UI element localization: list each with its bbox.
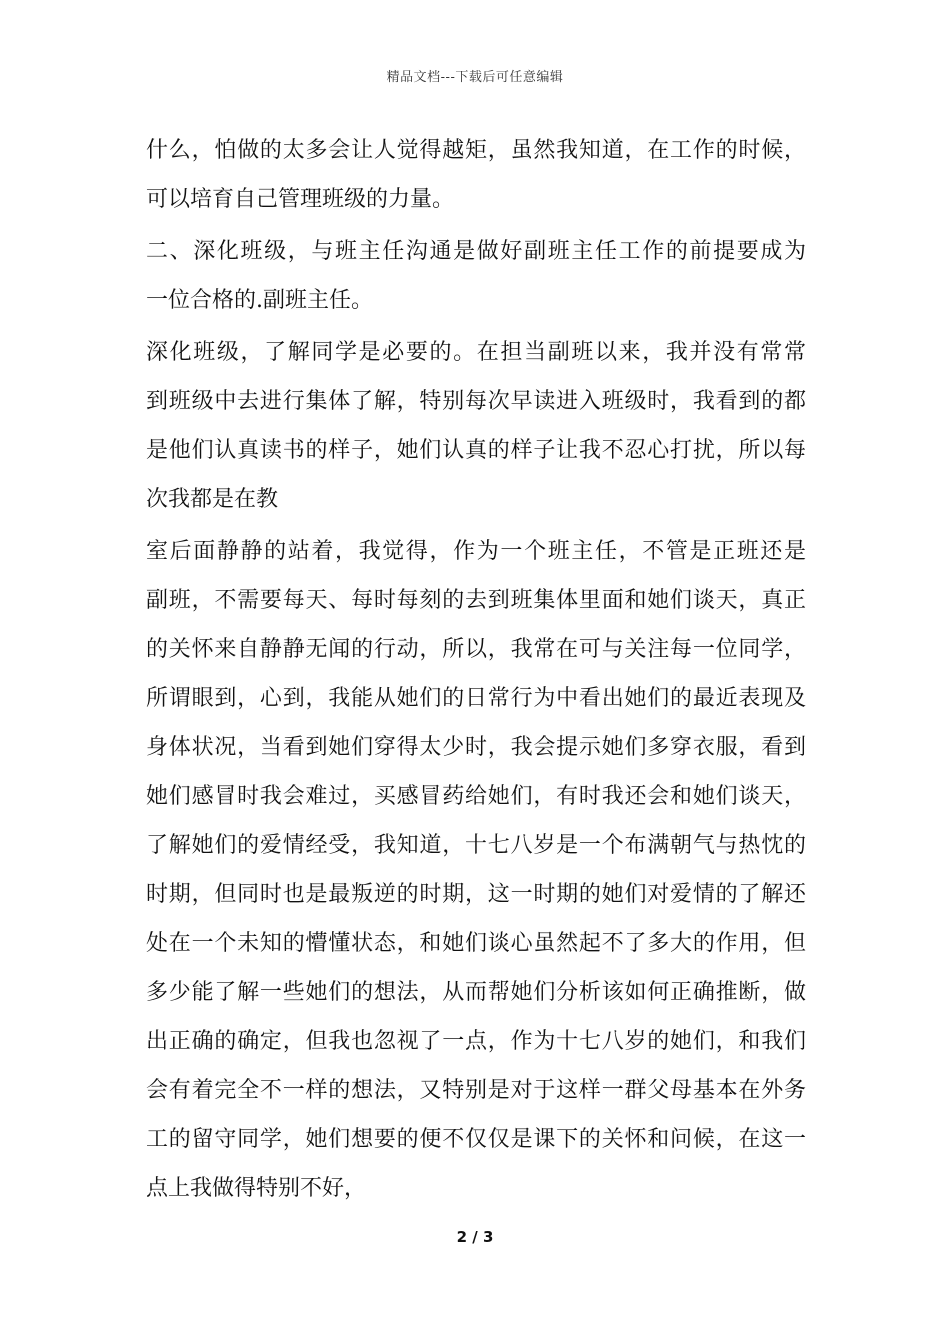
- text-line: 点上我做得特别不好，: [146, 1176, 367, 1201]
- text-line: 到班级中去进行集体了解，特别每次早读进入班级时，我看到的都: [146, 389, 806, 414]
- text-line: 处在一个未知的懵懂状态，和她们谈心虽然起不了多大的作用，但: [146, 931, 806, 956]
- text-line: 她们感冒时我会难过，买感冒药给她们，有时我还会和她们谈天，: [146, 784, 806, 809]
- text-line: 次我都是在教: [146, 487, 279, 512]
- text-line: 出正确的确定，但我也忽视了一点，作为十七八岁的她们，和我们: [146, 1029, 806, 1054]
- text-line: 什么，怕做的太多会让人觉得越矩，虽然我知道，在工作的时候，: [146, 138, 806, 163]
- text-line: 二、深化班级，与班主任沟通是做好副班主任工作的前提要成为: [146, 239, 806, 264]
- text-line: 一位合格的.副班主任。: [146, 288, 373, 313]
- paragraph: [146, 527, 806, 1213]
- text-line: 副班，不需要每天、每时每刻的去到班集体里面和她们谈天，真正: [146, 588, 806, 613]
- text-line: 的关怀来自静静无闻的行动，所以，我常在可与关注每一位同学，: [146, 637, 806, 662]
- text-line: 多少能了解一些她们的想法，从而帮她们分析该如何正确推断，做: [146, 980, 806, 1005]
- text-line: 室后面静静的站着，我觉得，作为一个班主任，不管是正班还是: [146, 539, 806, 564]
- page-separator: /: [467, 1228, 483, 1246]
- paragraph: [146, 227, 806, 325]
- text-line: 所谓眼到，心到，我能从她们的日常行为中看出她们的最近表现及: [146, 686, 806, 711]
- text-line: 身体状况，当看到她们穿得太少时，我会提示她们多穿衣服，看到: [146, 735, 806, 760]
- text-line: 工的留守同学，她们想要的便不仅仅是课下的关怀和问候，在这一: [146, 1127, 806, 1152]
- page-total: 3: [482, 1228, 494, 1246]
- text-line: 是他们认真读书的样子，她们认真的样子让我不忍心打扰，所以每: [146, 438, 806, 463]
- text-line: 深化班级，了解同学是必要的。在担当副班以来，我并没有常常: [146, 340, 806, 365]
- page-number: [0, 1228, 950, 1246]
- document-body: [146, 126, 806, 1213]
- text-line: 时期，但同时也是最叛逆的时期，这一时期的她们对爱情的了解还: [146, 882, 806, 907]
- text-line: 可以培育自己管理班级的力量。: [146, 187, 455, 212]
- paragraph: [146, 328, 806, 524]
- page-header: 精品文档---下载后可任意编辑: [386, 70, 564, 85]
- text-line: 会有着完全不一样的想法，又特别是对于这样一群父母基本在外务: [146, 1078, 806, 1103]
- text-line: 了解她们的爱情经受，我知道，十七八岁是一个布满朝气与热忱的: [146, 833, 806, 858]
- page-current: 2: [456, 1228, 468, 1246]
- paragraph: [146, 126, 806, 224]
